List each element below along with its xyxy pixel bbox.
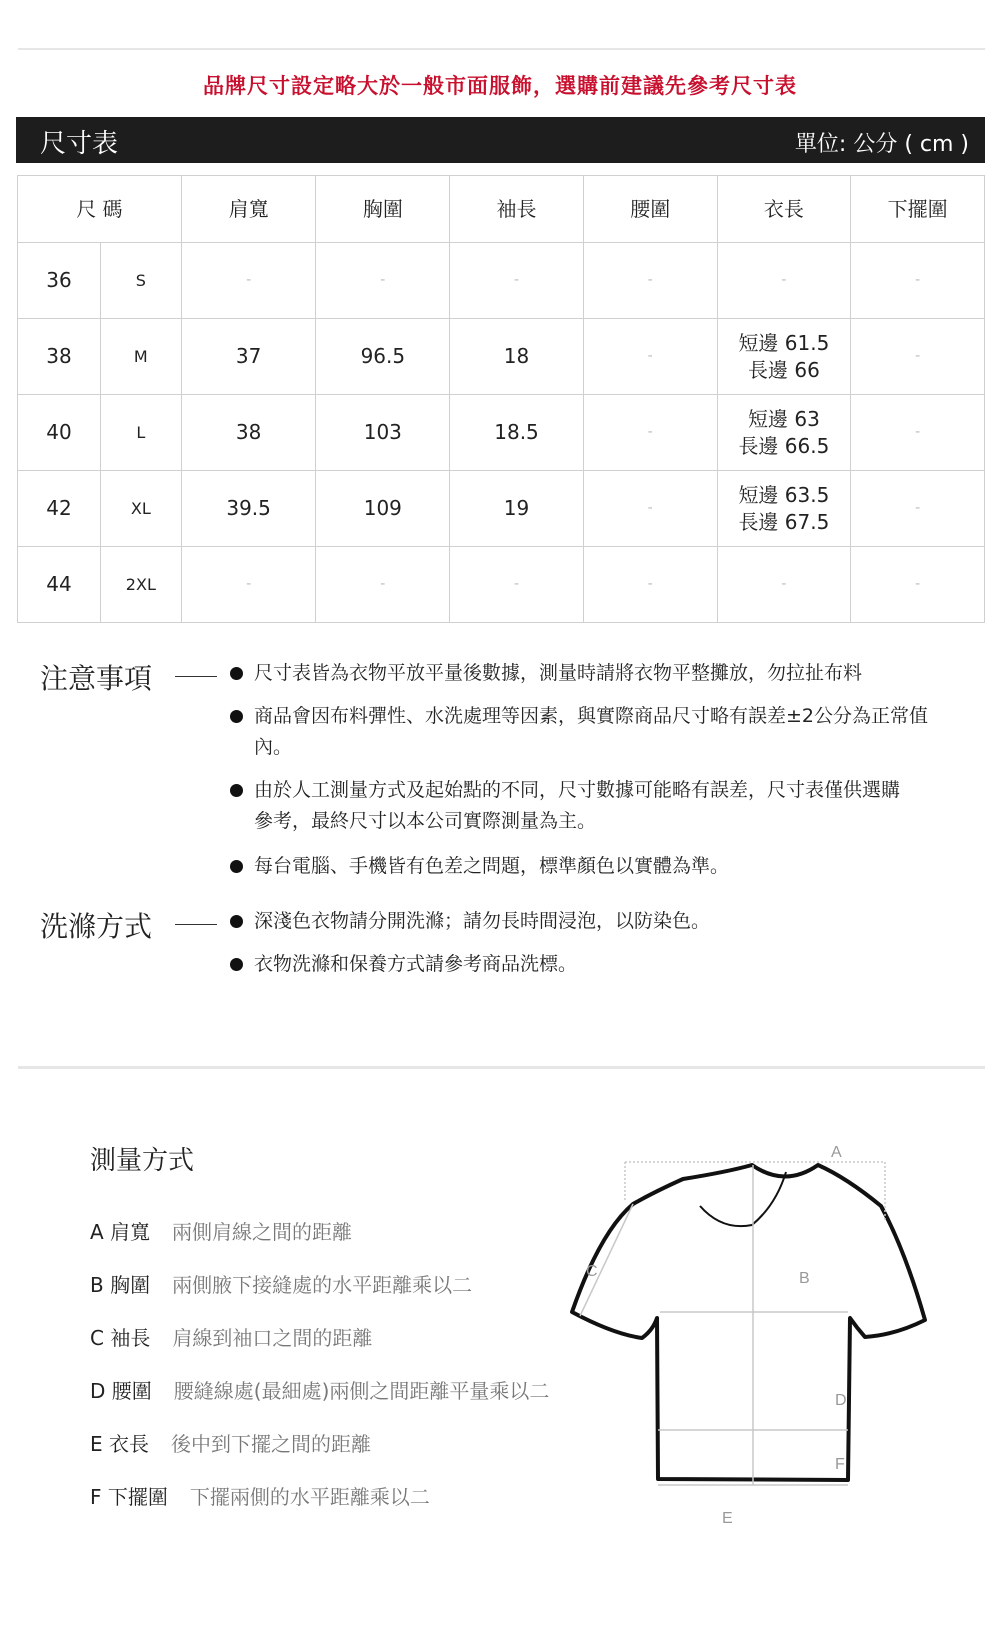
header-sleeve: 袖長 (450, 176, 584, 243)
label-d: D (835, 1392, 847, 1409)
measure-row-a: A 肩寬 兩側肩線之間的距離 (90, 1220, 353, 1244)
cell-length (717, 319, 851, 395)
cell-chest: 96.5 (316, 319, 450, 395)
cell-chest: 109 (316, 471, 450, 547)
washing-title: 洗滌方式 (40, 910, 153, 943)
header-waist: 腰圍 (583, 176, 717, 243)
cell-num: 40 (18, 395, 101, 471)
section-divider (18, 1066, 985, 1069)
length-line: 短邊 63 (747, 406, 820, 431)
table-row (18, 319, 985, 395)
length-line: 短邊 63.5 (738, 482, 830, 507)
size-chart-title: 尺寸表 (40, 129, 119, 159)
length-line: - (781, 272, 787, 288)
cell-hem: - (851, 547, 985, 623)
size-notice: 品牌尺寸設定略大於一般市面服飾，選購前建議先參考尺寸表 (203, 74, 797, 98)
length-line: 短邊 61.5 (738, 330, 830, 355)
cell-size: M (100, 319, 181, 395)
measure-row-e: E 衣長 後中到下擺之間的距離 (90, 1432, 371, 1456)
measure-row-f: F 下擺圍 下擺兩側的水平距離乘以二 (90, 1485, 430, 1509)
size-table (17, 175, 985, 623)
tshirt-outline-icon (572, 1165, 925, 1480)
cell-hem: - (851, 471, 985, 547)
cell-chest: - (316, 547, 450, 623)
cell-size: L (100, 395, 181, 471)
cell-waist: - (583, 471, 717, 547)
cell-num: 42 (18, 471, 101, 547)
cell-size: S (100, 243, 181, 319)
label-a: A (831, 1144, 842, 1161)
cell-sleeve: 18.5 (450, 395, 584, 471)
cell-hem: - (851, 395, 985, 471)
cell-sleeve: 19 (450, 471, 584, 547)
cell-shoulder: 39.5 (181, 471, 316, 547)
cell-waist: - (583, 319, 717, 395)
cell-shoulder: - (181, 243, 316, 319)
length-line: - (781, 576, 787, 592)
cell-length (717, 547, 851, 623)
cell-sleeve: 18 (450, 319, 584, 395)
cell-shoulder: 37 (181, 319, 316, 395)
table-row (18, 547, 985, 623)
note-item: 商品會因布料彈性、水洗處理等因素，與實際商品尺寸略有誤差±2公分為正常值內。 (230, 701, 970, 763)
cell-hem: - (851, 243, 985, 319)
size-chart-header (16, 117, 985, 163)
cell-shoulder: - (181, 547, 316, 623)
note-item: 每台電腦、手機皆有色差之問題，標準顏色以實體為準。 (230, 851, 970, 882)
washing-item: 深淺色衣物請分開洗滌；請勿長時間浸泡，以防染色。 (230, 906, 970, 937)
cell-num: 38 (18, 319, 101, 395)
label-f: F (835, 1456, 845, 1473)
measure-row-c: C 袖長 肩線到袖口之間的距離 (90, 1326, 373, 1350)
table-header-row (18, 176, 985, 243)
tshirt-diagram (570, 1140, 950, 1560)
header-length: 衣長 (717, 176, 851, 243)
header-size: 尺 碼 (18, 176, 182, 243)
table-row (18, 243, 985, 319)
label-c: C (586, 1263, 598, 1280)
label-e: E (722, 1510, 733, 1527)
cell-waist: - (583, 395, 717, 471)
cell-waist: - (583, 547, 717, 623)
cell-shoulder: 38 (181, 395, 316, 471)
label-b: B (799, 1270, 810, 1287)
measure-title: 測量方式 (90, 1146, 195, 1176)
table-row (18, 471, 985, 547)
washing-line (175, 924, 217, 925)
cell-length (717, 471, 851, 547)
length-line: 長邊 66 (747, 357, 820, 382)
cell-length (717, 395, 851, 471)
cell-chest: 103 (316, 395, 450, 471)
cell-sleeve: - (450, 547, 584, 623)
measure-row-b: B 胸圍 兩側腋下接縫處的水平距離乘以二 (90, 1273, 473, 1297)
cell-size: 2XL (100, 547, 181, 623)
notes-list (230, 658, 970, 882)
notes-title: 注意事項 (40, 662, 153, 695)
cell-waist: - (583, 243, 717, 319)
header-chest: 胸圍 (316, 176, 450, 243)
cell-size: XL (100, 471, 181, 547)
notes-line (175, 676, 217, 677)
washing-list (230, 906, 970, 980)
table-row (18, 395, 985, 471)
length-line: 長邊 66.5 (738, 433, 830, 458)
note-item: 由於人工測量方式及起始點的不同，尺寸數據可能略有誤差，尺寸表僅供選購參考，最終尺寸以本公司實際測量為主。 (230, 775, 970, 837)
cell-num: 44 (18, 547, 101, 623)
cell-sleeve: - (450, 243, 584, 319)
cell-length (717, 243, 851, 319)
cell-chest: - (316, 243, 450, 319)
header-shoulder: 肩寬 (181, 176, 316, 243)
unit-label: 單位: 公分 ( cm ) (794, 132, 969, 157)
note-item: 尺寸表皆為衣物平放平量後數據，測量時請將衣物平整攤放，勿拉扯布料 (230, 658, 970, 689)
top-divider (18, 48, 985, 50)
measure-row-d: D 腰圍 腰縫線處(最細處)兩側之間距離平量乘以二 (90, 1379, 550, 1403)
length-line: 長邊 67.5 (738, 509, 830, 534)
washing-item: 衣物洗滌和保養方式請參考商品洗標。 (230, 949, 970, 980)
header-hem: 下擺圍 (851, 176, 985, 243)
cell-hem: - (851, 319, 985, 395)
cell-num: 36 (18, 243, 101, 319)
